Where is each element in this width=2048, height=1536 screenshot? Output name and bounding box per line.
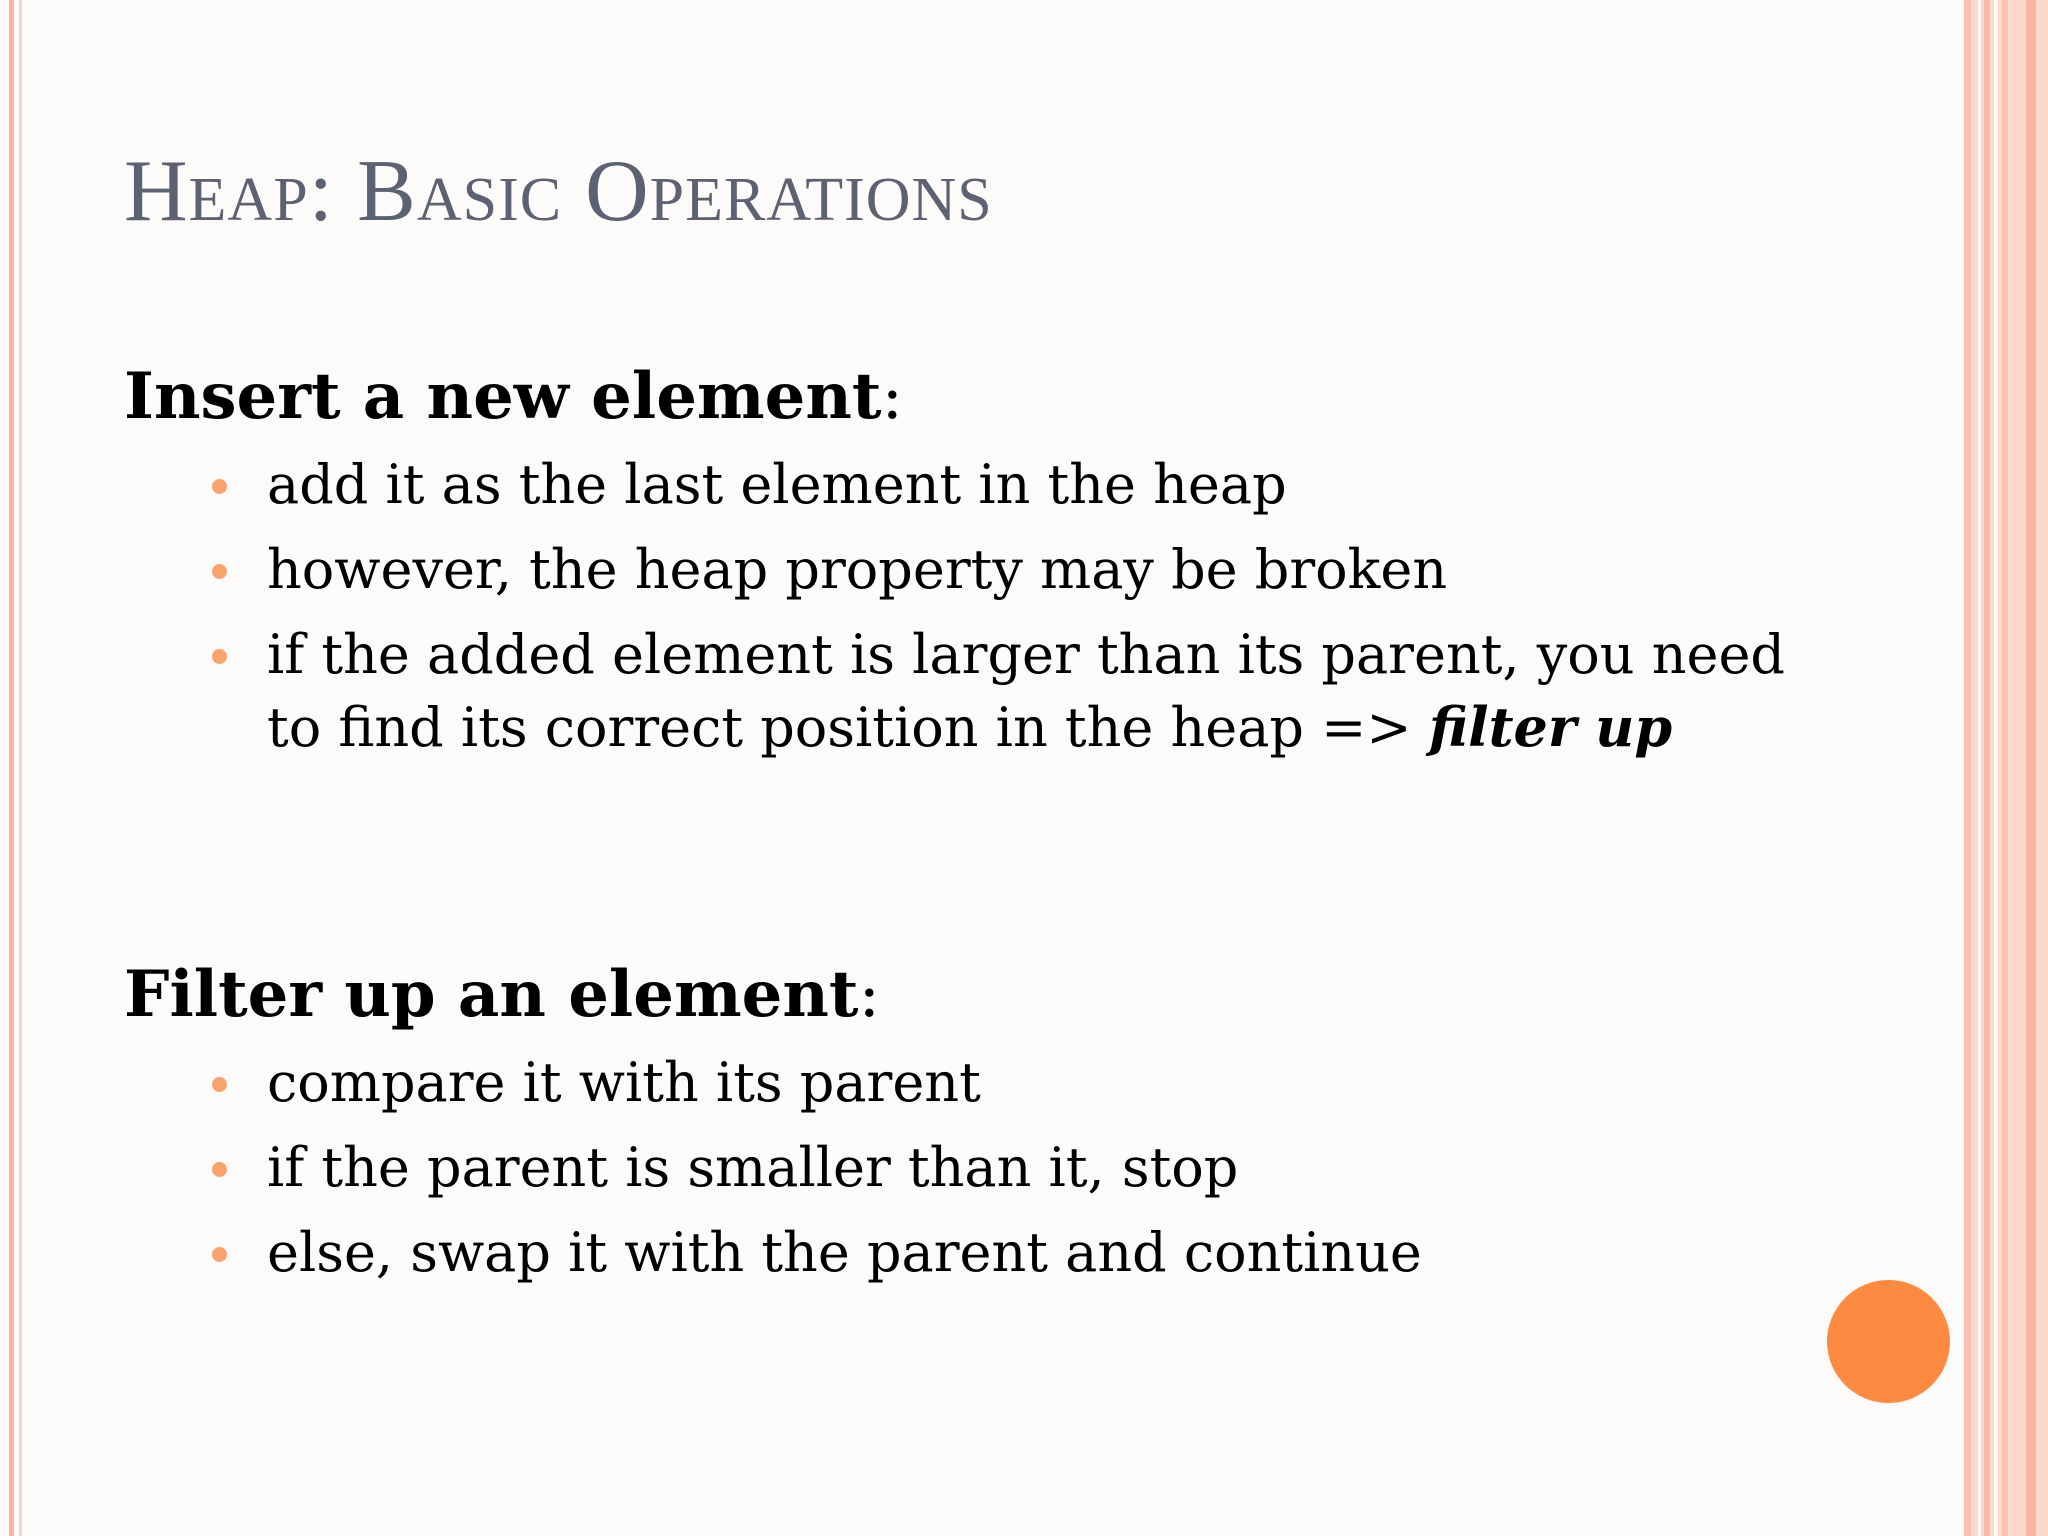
bullet-text: add it as the last element in the heap — [267, 453, 1287, 516]
right-border-gap — [1994, 0, 1998, 1536]
slide-title: Heap: Basic Operations — [124, 143, 993, 240]
list-item — [124, 618, 1827, 764]
right-border-stripe — [2002, 0, 2008, 1536]
bullet-dot-icon — [212, 564, 227, 579]
list-item — [124, 1131, 1827, 1204]
bullet-list — [124, 1046, 1824, 1289]
section-heading — [124, 352, 1824, 442]
list-item — [124, 533, 1827, 606]
bullet-text: if the parent is smaller than it, stop — [267, 1136, 1239, 1199]
right-border-stripe — [1984, 0, 1990, 1536]
right-border-gap — [1978, 0, 1981, 1536]
bullet-text: however, the heap property may be broken — [267, 538, 1448, 601]
right-border-stripe — [2026, 0, 2036, 1536]
bullet-dot-icon — [212, 1247, 227, 1262]
section-heading-colon: : — [881, 360, 903, 434]
section-heading-colon: : — [858, 958, 881, 1032]
section-heading — [124, 950, 1824, 1040]
section-insert — [124, 352, 1824, 764]
list-item — [124, 448, 1827, 521]
bullet-text: compare it with its parent — [267, 1051, 981, 1114]
left-border-stripe — [9, 0, 14, 1536]
right-border-stripe — [2012, 0, 2015, 1536]
accent-circle — [1827, 1280, 1950, 1403]
bullet-dot-icon — [212, 479, 227, 494]
list-item — [124, 1046, 1827, 1119]
bullet-text: else, swap it with the parent and continue — [267, 1221, 1422, 1284]
bullet-text-main: if the added element is larger than its parent, you need to find its correct position in the heap => — [267, 623, 1785, 759]
section-heading-text: Insert a new element — [124, 359, 882, 434]
bullet-dot-icon — [212, 1077, 227, 1092]
bullet-list — [124, 448, 1824, 764]
section-filter-up — [124, 950, 1824, 1289]
list-item — [124, 1216, 1827, 1289]
bullet-text — [267, 623, 1785, 759]
bullet-emphasis: filter up — [1428, 695, 1673, 759]
bullet-dot-icon — [212, 649, 227, 664]
section-heading-text: Filter up an element — [124, 957, 859, 1032]
left-border-stripe-thin — [19, 0, 22, 1536]
bullet-dot-icon — [212, 1162, 227, 1177]
right-border-stripe — [1964, 0, 1971, 1536]
